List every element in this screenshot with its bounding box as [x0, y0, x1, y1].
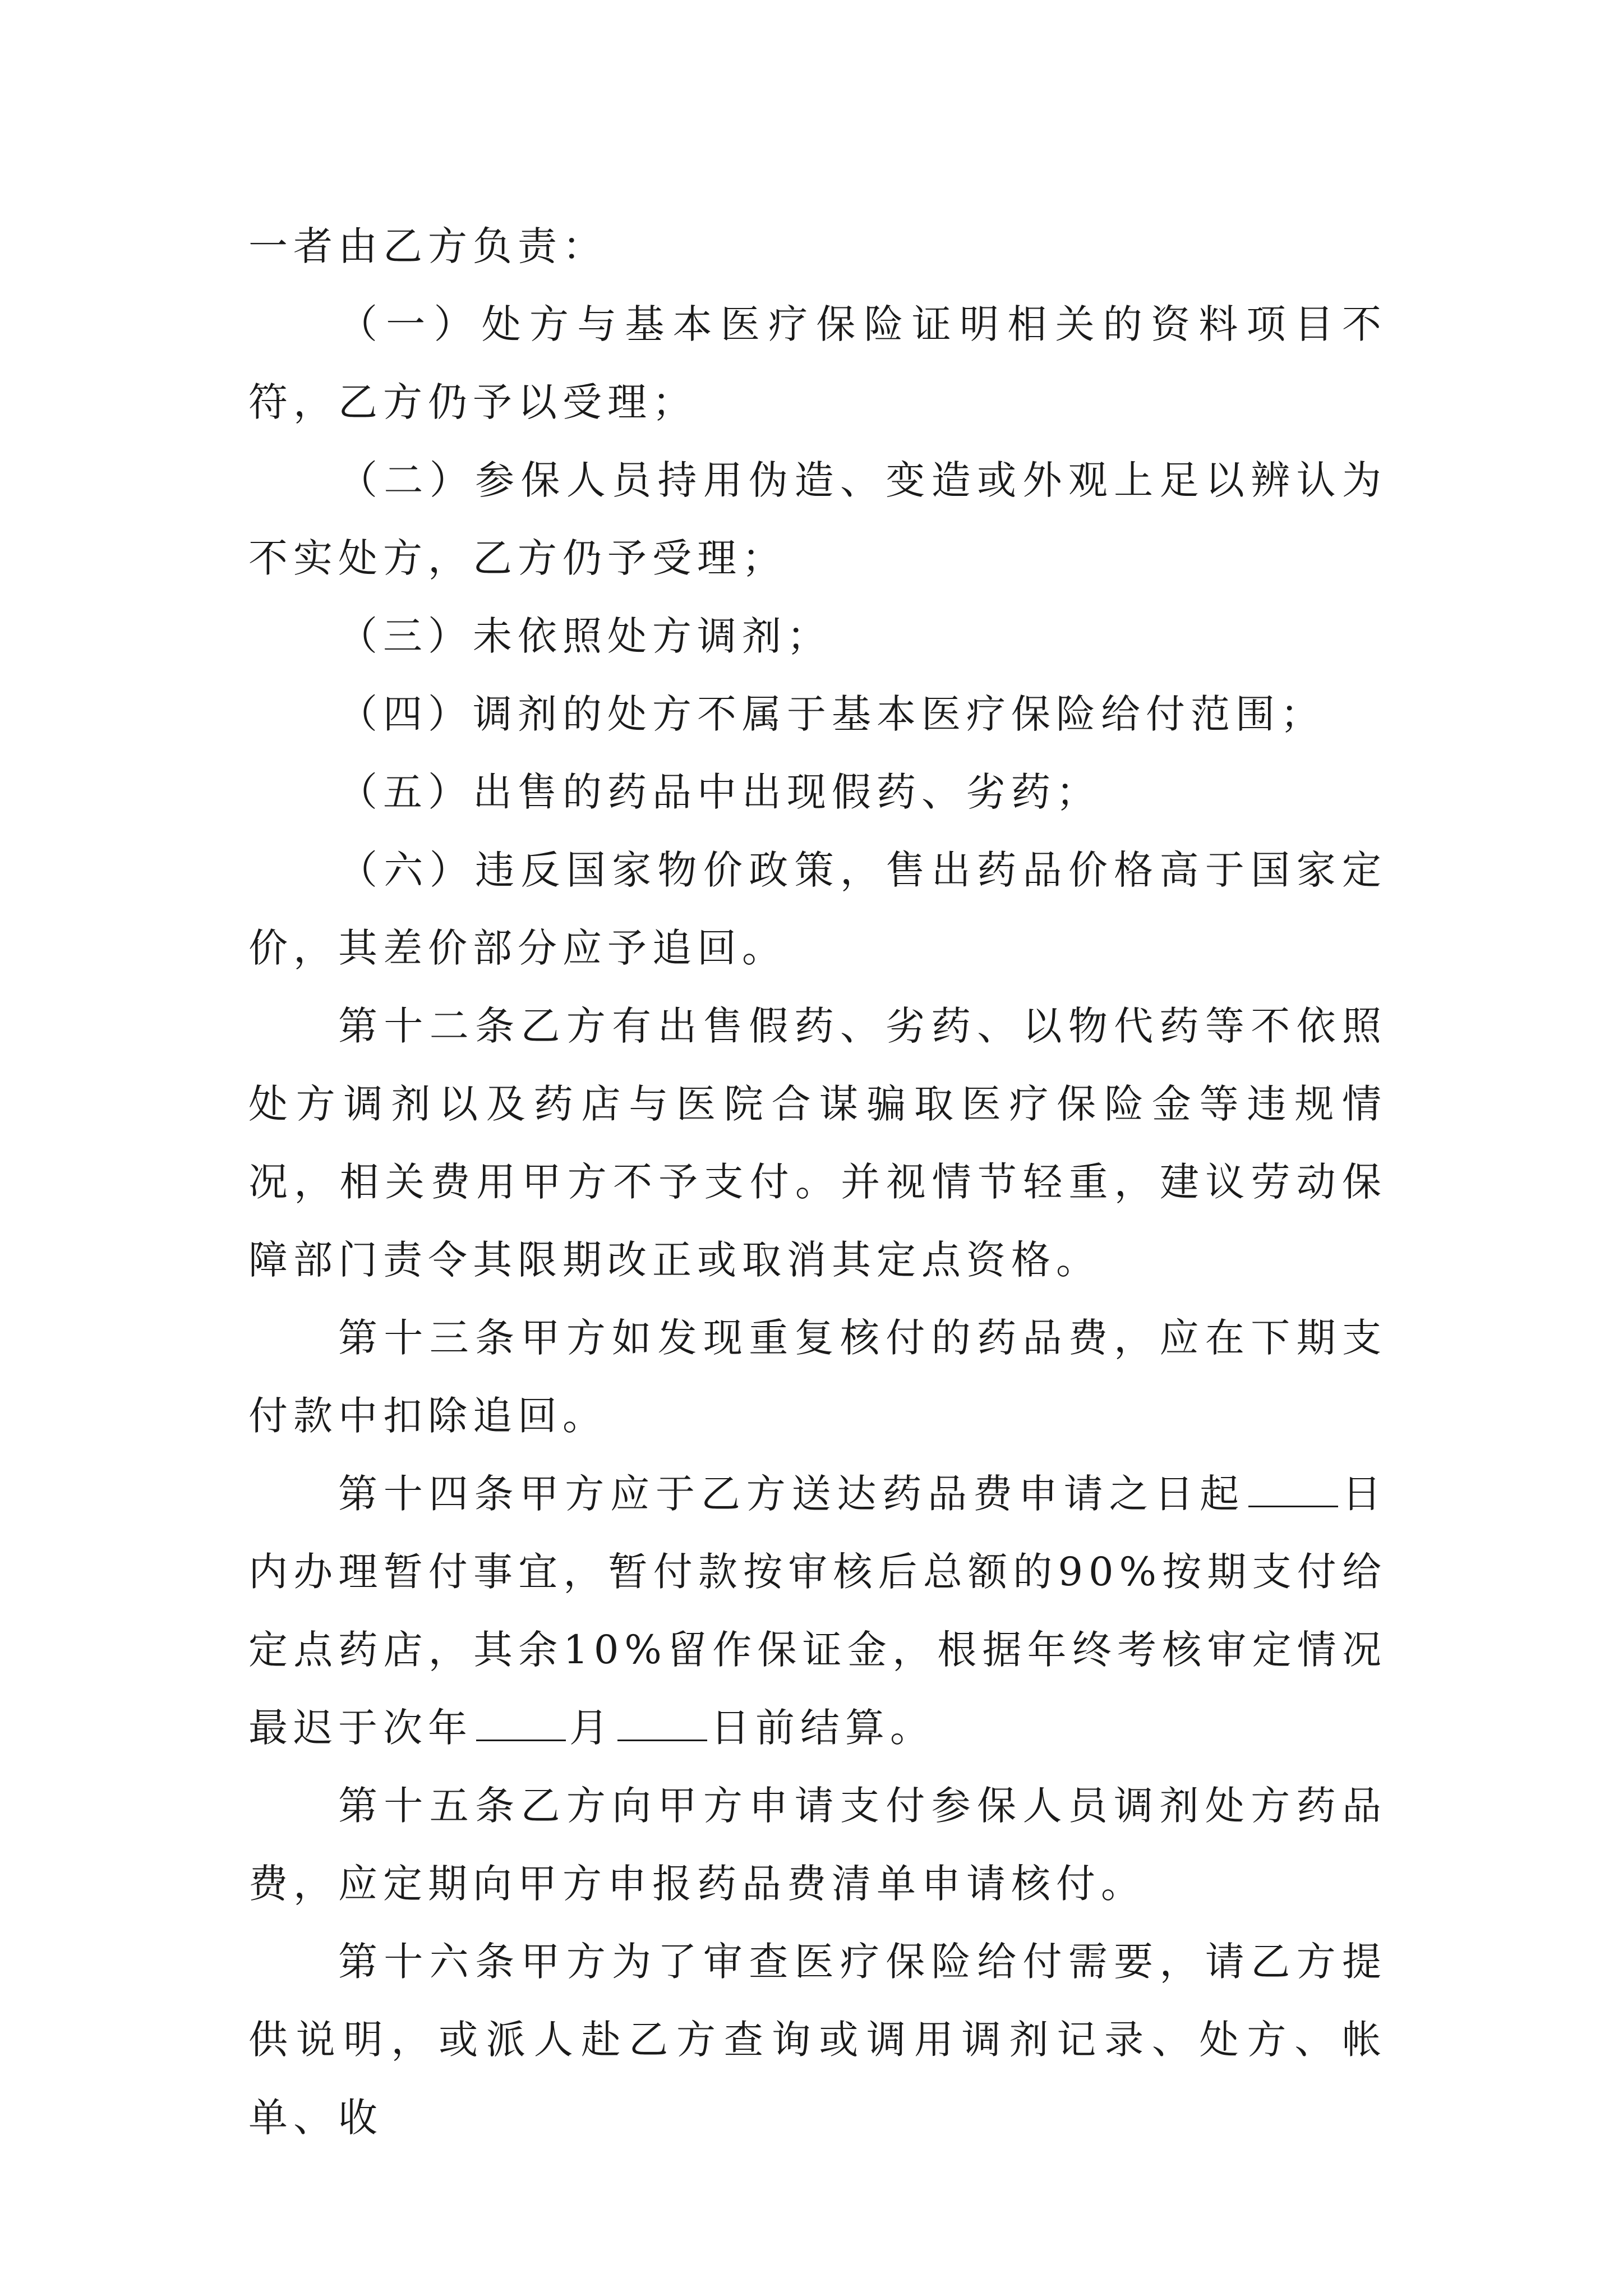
blank-month-field: [476, 1706, 566, 1741]
paragraph-item-1: （一）处方与基本医疗保险证明相关的资料项目不符，乙方仍予以受理；: [248, 301, 1387, 425]
paragraph-item-6: （六）违反国家物价政策，售出药品价格高于国家定价，其差价部分应予追回。: [248, 847, 1387, 971]
paragraph-item-3: （三）未依照处方调剂；: [338, 613, 832, 659]
article-14-text-part3: 月: [569, 1705, 614, 1751]
paragraph-item-2: （二）参保人员持用伪造、变造或外观上足以辨认为不实处方，乙方仍予受理；: [248, 457, 1387, 581]
paragraph-item-5: （五）出售的药品中出现假药、劣药；: [338, 769, 1101, 815]
paragraph-item-4: （四）调剂的处方不属于基本医疗保险给付范围；: [338, 691, 1325, 737]
blank-days-field: [1248, 1472, 1338, 1507]
document-body: [248, 208, 1387, 2157]
paragraph-article-16: 第十六条甲方为了审查医疗保险给付需要，请乙方提供说明，或派人赴乙方查询或调用调剂记录、处方、帐单、收: [248, 1939, 1387, 2141]
article-14-text-part2: 日内办理暂付事宜，暂付款按审核后总额的90%按期支付给定点药店，其余10%留作保证金，根据年终考核审定情况最迟于次年: [248, 1471, 1387, 1751]
paragraph-article-12: 第十二条乙方有出售假药、劣药、以物代药等不依照处方调剂以及药店与医院合谋骗取医疗保险金等违规情况，相关费用甲方不予支付。并视情节轻重，建议劳动保障部门责令其限期改正或取消其定点资格。: [248, 1003, 1387, 1283]
blank-day-field: [617, 1706, 707, 1741]
paragraph-continuation: 一者由乙方负责：: [248, 223, 607, 269]
article-14-text-part4: 日前结算。: [711, 1705, 935, 1751]
article-14-text-part1: 第十四条甲方应于乙方送达药品费申请之日起: [338, 1471, 1246, 1517]
paragraph-article-14: [248, 1455, 1387, 1767]
paragraph-article-13: 第十三条甲方如发现重复核付的药品费，应在下期支付款中扣除追回。: [248, 1315, 1387, 1439]
paragraph-article-15: 第十五条乙方向甲方申请支付参保人员调剂处方药品费，应定期向甲方申报药品费清单申请核付。: [248, 1783, 1387, 1907]
